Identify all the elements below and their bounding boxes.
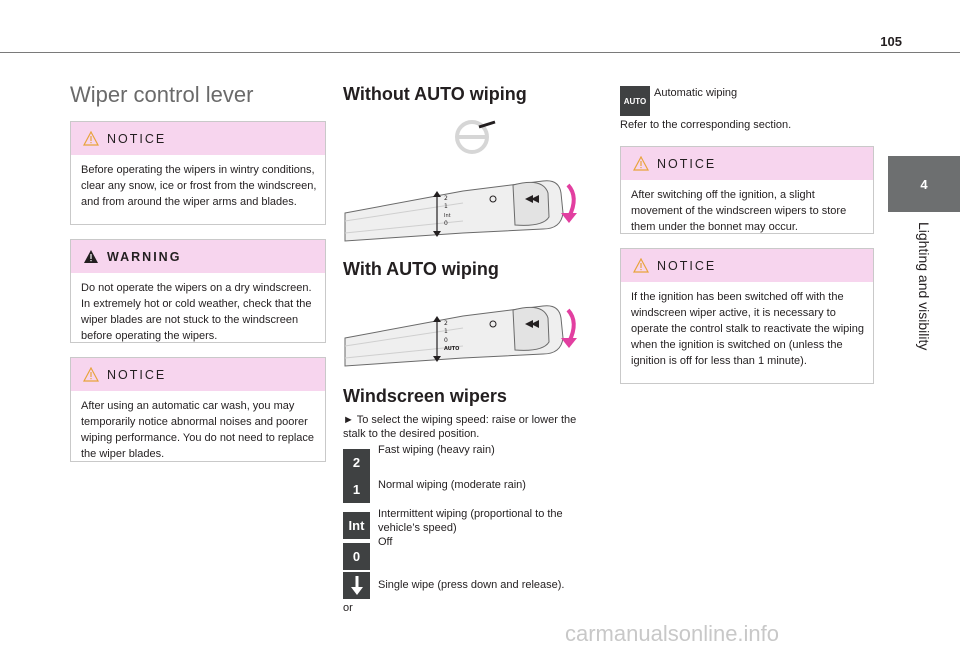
- notice-header: [621, 249, 873, 282]
- speed-off: [343, 535, 601, 570]
- notice-header: [71, 358, 325, 391]
- caution-triangle-icon: [633, 258, 649, 273]
- header-divider: [0, 52, 960, 53]
- warning-text: Do not operate the wipers on a dry windscreen. In extremely hot or cold weather, check that the wiper blades are not stuck to the windscreen before operating the wipers.: [81, 282, 312, 342]
- down-arrow-icon: [343, 572, 370, 599]
- speed-description: Off: [378, 536, 393, 548]
- page-title: Wiper control lever: [70, 82, 254, 107]
- speed-normal: [343, 476, 601, 503]
- chapter-tab[interactable]: 4: [888, 156, 960, 212]
- notice-title: NOTICE: [657, 258, 717, 273]
- speed-description: Fast wiping (heavy rain): [378, 444, 495, 456]
- notice-header: [71, 122, 325, 155]
- notice-title: NOTICE: [657, 156, 717, 171]
- stalk-label-2: 2: [444, 320, 448, 327]
- speed-0-icon: 0: [343, 543, 370, 570]
- stalk-label-int: Int: [444, 213, 451, 219]
- refer-text: Refer to the corresponding section.: [620, 119, 792, 131]
- notice-box: [70, 357, 326, 462]
- watermark: carmanualsonline.info: [565, 621, 780, 646]
- auto-wiping-row: [620, 86, 874, 116]
- speed-1-icon: 1: [343, 476, 370, 503]
- windscreen-wipers-heading: Windscreen wipers: [343, 386, 507, 406]
- stalk-label-0: 0: [444, 337, 448, 344]
- steering-wheel-icon: [343, 105, 601, 163]
- warning-box: [70, 239, 326, 343]
- speed-2-icon: 2: [343, 449, 370, 476]
- notice-text: Before operating the wipers in wintry conditions, clear any snow, ice or frost from the windscreen, and from around the wiper arms and blades.: [81, 164, 317, 208]
- notice-box: [70, 121, 326, 225]
- notice-box: [620, 146, 874, 234]
- notice-text: If the ignition has been switched off with the windscreen wiper active, it is necessary to operate the control stalk to reactivate the wiping when the ignition is switched on (unless the ignition is off for less than 1 minute).: [631, 291, 864, 367]
- right-column: [620, 86, 874, 398]
- auto-description: Automatic wiping: [654, 87, 738, 99]
- speed-fast: [343, 443, 601, 476]
- page-number: 105: [880, 34, 902, 49]
- wiper-stalk-auto-illustration: [343, 288, 601, 372]
- caution-triangle-icon: [633, 156, 649, 171]
- speed-description: Normal wiping (moderate rain): [378, 479, 526, 491]
- without-auto-heading: Without AUTO wiping: [343, 84, 527, 104]
- speed-single-wipe: [343, 572, 601, 599]
- stalk-label-0: 0: [444, 220, 448, 227]
- notice-title: NOTICE: [107, 367, 167, 382]
- stalk-label-auto: AUTO: [444, 346, 460, 352]
- speed-description: Single wipe (press down and release).: [378, 579, 565, 591]
- notice-text: After switching off the ignition, a slight movement of the windscreen wipers to store them under the bonnet may occur.: [631, 189, 847, 233]
- stalk-label-2: 2: [444, 195, 448, 202]
- speed-description: Intermittent wiping (proportional to the vehicle’s speed): [378, 508, 563, 534]
- warning-header: [71, 240, 325, 273]
- caution-triangle-icon: [83, 131, 99, 146]
- or-text: or: [343, 602, 353, 614]
- chapter-label: Lighting and visibility: [916, 222, 932, 351]
- middle-column: [343, 82, 601, 615]
- stalk-label-1: 1: [444, 203, 448, 210]
- warning-triangle-icon: [83, 249, 99, 264]
- wiper-stalk-illustration: [343, 163, 601, 247]
- stalk-label-1: 1: [444, 328, 448, 335]
- notice-box: [620, 248, 874, 384]
- notice-header: [621, 147, 873, 180]
- notice-text: After using an automatic car wash, you may temporarily notice abnormal noises and poorer wiping performance. You do not need to replace the wiper blades.: [81, 400, 314, 460]
- caution-triangle-icon: [83, 367, 99, 382]
- notice-title: NOTICE: [107, 131, 167, 146]
- left-column: [70, 82, 326, 476]
- warning-title: WARNING: [107, 249, 182, 264]
- with-auto-heading: With AUTO wiping: [343, 259, 499, 279]
- instruction-text: ► To select the wiping speed: raise or lower the stalk to the desired position.: [343, 414, 577, 440]
- auto-icon: AUTO: [620, 86, 650, 116]
- speed-int-icon: Int: [343, 512, 370, 539]
